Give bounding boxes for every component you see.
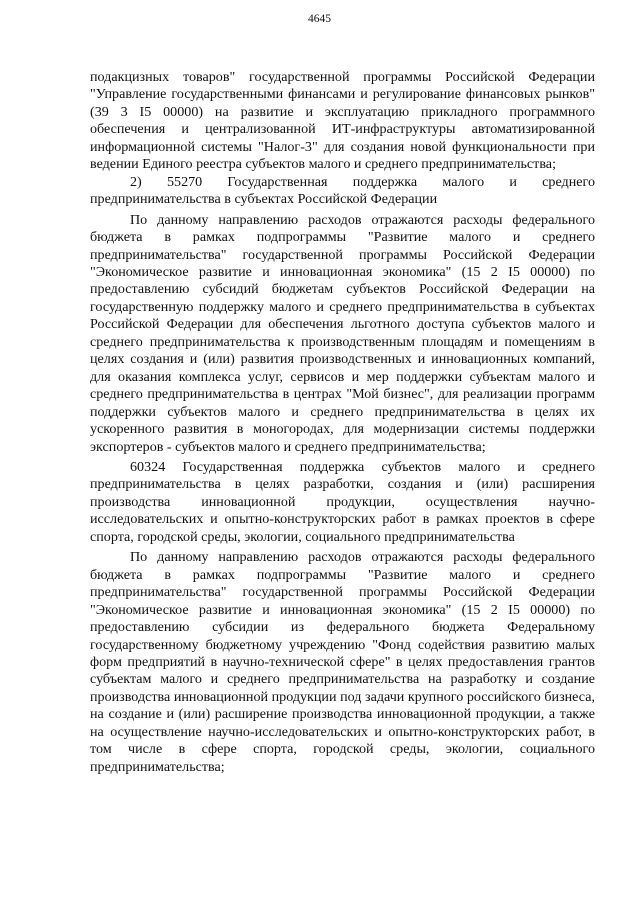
- page-number: 4645: [308, 13, 331, 25]
- paragraph-55270-description: По данному направлению расходов отражаются расходы федерального бюджета в рамках подпрограммы "Развитие малого и среднего предпринимательства" государственной программы Российской Федерации "Экономическое развитие и инновационная экономика" (15 2 I5 00000) по предоставлению субсидий бюджетам субъектов Российской Федерации на государственную поддержку малого и среднего предпринимательства в субъектах Российской Федерации для обеспечения льготного доступа субъектов малого и среднего предпринимательства к производственным площадям и помещениям в целях создания и (или) развития производственных и инновационных компаний, для оказания комплекса услуг, сервисов и мер поддержки субъектам малого и среднего предпринимательства в центрах "Мой бизнес", для реализации программ поддержки субъектов малого и среднего предпринимательства в целях их ускоренного развития в моногородах, для модернизации системы поддержки экспортеров - субъектов малого и среднего предпринимательства;: [90, 211, 595, 455]
- paragraph-item-60324-heading: 60324 Государственная поддержка субъектов малого и среднего предпринимательства в целях разработки, создания и (или) расширения производства инновационной продукции, осуществления научно-исследовательских и опытно-конструкторских работ в рамках проектов в сфере спорта, городской среды, экологии, социального предпринимательства: [90, 458, 595, 545]
- paragraph-continuation: подакцизных товаров" государственной программы Российской Федерации "Управление государственными финансами и регулирование финансовых рынков" (39 3 I5 00000) на развитие и эксплуатацию прикладного программного обеспечения и централизованной ИТ-инфраструктуры автоматизированной информационной системы "Налог-3" для создания новой функциональности при ведении Единого реестра субъектов малого и среднего предпринимательства;: [90, 69, 595, 173]
- document-body: [90, 69, 595, 776]
- paragraph-item-55270-heading: 2) 55270 Государственная поддержка малого и среднего предпринимательства в субъектах Российской Федерации: [90, 173, 595, 208]
- paragraph-60324-description: По данному направлению расходов отражаются расходы федерального бюджета в рамках подпрограммы "Развитие малого и среднего предпринимательства" государственной программы Российской Федерации "Экономическое развитие и инновационная экономика" (15 2 I5 00000) по предоставлению субсидии из федерального бюджета Федеральному государственному бюджетному учреждению "Фонд содействия развитию малых форм предприятий в научно-технической сфере" в целях предоставления грантов субъектам малого и среднего предпринимательства на разработку и создание производства инновационной продукции под задачи крупного российского бизнеса, на создание и (или) расширение производства инновационной продукции, а также на осуществление научно-исследовательских и опытно-конструкторских работ, в том числе в сфере спорта, городской среды, экологии, социального предпринимательства;: [90, 549, 595, 775]
